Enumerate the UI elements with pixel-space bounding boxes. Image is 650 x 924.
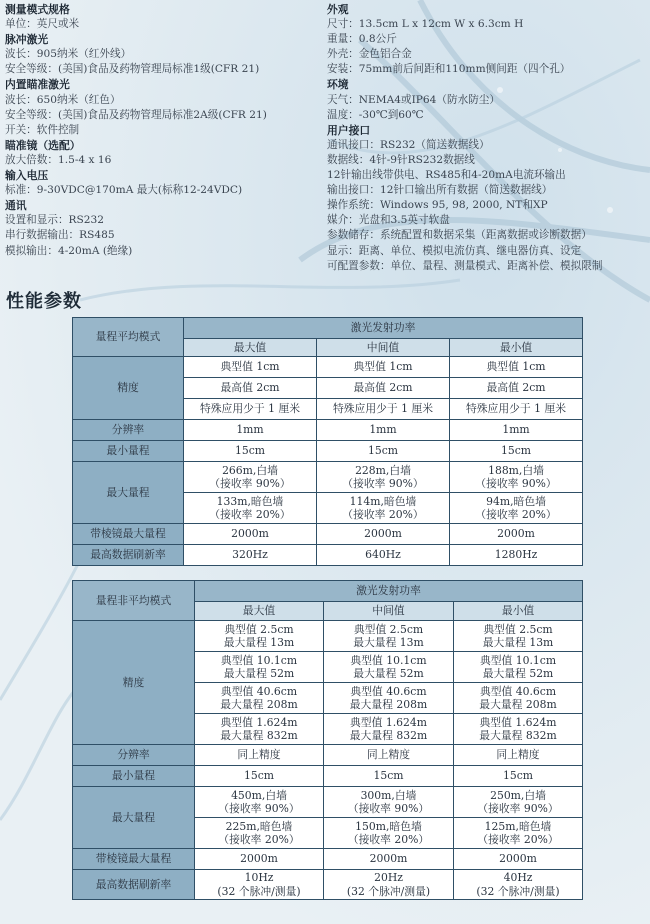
average-mode-table (72, 317, 583, 566)
spec-line: 数据线：4针-9针RS232数据线 (327, 153, 475, 166)
table1-cell: 典型值 1cm (450, 357, 583, 378)
table1-min-range-label: 最小量程 (73, 441, 184, 462)
table1-corner: 量程平均模式 (73, 318, 184, 357)
table2-col-min: 最小值 (454, 602, 583, 621)
table2-cell: 2000m (195, 849, 324, 870)
table1-cell: 114m,暗色墙 （接收率 20%） (317, 493, 450, 524)
table1-cell: 133m,暗色墙 （接收率 20%） (184, 493, 317, 524)
table2-col-mid: 中间值 (324, 602, 454, 621)
table2-cell: 40Hz (32 个脉冲/测量) (454, 870, 583, 900)
spec-line: 重量：0.8公斤 (327, 33, 397, 46)
spec-section-title: 通讯 (5, 199, 27, 213)
table1-cell: 94m,暗色墙 （接收率 20%） (450, 493, 583, 524)
table1-cell: 266m,白墙 （接收率 90%） (184, 462, 317, 493)
spec-section-title: 脉冲激光 (5, 33, 49, 47)
table1-cell: 640Hz (317, 545, 450, 566)
spec-line: 显示：距离、单位、模拟电流仿真、继电器仿真、设定 (327, 244, 582, 257)
table2-cell: 15cm (195, 766, 324, 787)
table2-cell: 典型值 40.6cm 最大量程 208m (195, 683, 324, 714)
spec-line: 媒介：光盘和3.5英寸软盘 (327, 214, 450, 227)
spec-line: 12针输出线带供电、RS485和4-20mA电流环输出 (327, 169, 566, 182)
spec-line: 操作系统：Windows 95, 98, 2000, NT和XP (327, 199, 548, 212)
table1-col-max: 最大值 (184, 339, 317, 357)
table2-cell: 2000m (454, 849, 583, 870)
spec-section-title: 瞄准镜（选配） (5, 138, 81, 152)
table1-cell: 典型值 1cm (184, 357, 317, 378)
table1-cell: 188m,白墙 （接收率 90%） (450, 462, 583, 493)
spec-line: 设置和显示：RS232 (5, 214, 105, 227)
table1-cell: 15cm (317, 441, 450, 462)
table2-cell: 10Hz (32 个脉冲/测量) (195, 870, 324, 900)
table1-cell: 最高值 2cm (317, 378, 450, 399)
table2-cell: 典型值 10.1cm 最大量程 52m (195, 652, 324, 683)
spec-line: 输出接口：12针口输出所有数据（简送数据线） (327, 184, 553, 197)
table2-max-range-label: 最大量程 (73, 787, 195, 849)
table2-cell: 2000m (324, 849, 454, 870)
table2-cell: 典型值 2.5cm 最大量程 13m (454, 621, 583, 652)
table2-cell: 典型值 40.6cm 最大量程 208m (324, 683, 454, 714)
spec-line: 参数储存：系统配置和数据采集（距离数据或诊断数据） (327, 229, 592, 242)
spec-section-title: 用户接口 (327, 123, 371, 137)
spec-line: 安全等级：(美国)食品及药物管理局标准2A级(CFR 21) (5, 108, 267, 121)
table2-cell: 典型值 1.624m 最大量程 832m (195, 714, 324, 745)
table1-col-min: 最小值 (450, 339, 583, 357)
table1-cell: 228m,白墙 （接收率 90%） (317, 462, 450, 493)
table2-cell: 125m,暗色墙 （接收率 20%） (454, 818, 583, 849)
table1-prism-label: 带棱镜最大量程 (73, 524, 184, 545)
table1-accuracy-label: 精度 (73, 357, 184, 420)
table1-cell: 特殊应用少于 1 厘米 (184, 399, 317, 420)
table2-cell: 典型值 2.5cm 最大量程 13m (324, 621, 454, 652)
spec-line: 外壳：金色铝合金 (327, 48, 412, 61)
table2-cell: 典型值 40.6cm 最大量程 208m (454, 683, 583, 714)
table2-cell: 150m,暗色墙 （接收率 20%） (324, 818, 454, 849)
spec-line: 波长：905纳米（红外线） (5, 48, 132, 61)
spec-section-title: 内置瞄准激光 (5, 78, 70, 92)
table2-cell: 同上精度 (195, 745, 324, 766)
spec-line: 标准：9-30VDC@170mA 最大(标称12-24VDC) (5, 184, 243, 197)
table1-cell: 1mm (450, 420, 583, 441)
table2-col-max: 最大值 (195, 602, 324, 621)
table2-group-header: 激光发射功率 (195, 581, 583, 602)
table1-cell: 320Hz (184, 545, 317, 566)
table2-cell: 同上精度 (454, 745, 583, 766)
table2-cell: 典型值 2.5cm 最大量程 13m (195, 621, 324, 652)
table1-cell: 特殊应用少于 1 厘米 (450, 399, 583, 420)
spec-line: 天气：NEMA4或IP64（防水防尘） (327, 93, 500, 106)
table1-cell: 2000m (184, 524, 317, 545)
table1-group-header: 激光发射功率 (184, 318, 583, 339)
specs-left-column (5, 2, 321, 259)
table1-cell: 典型值 1cm (317, 357, 450, 378)
spec-line: 串行数据输出：RS485 (5, 229, 115, 242)
table1-cell: 最高值 2cm (184, 378, 317, 399)
table2-cell: 250m,白墙 （接收率 90%） (454, 787, 583, 818)
spec-line: 开关：软件控制 (5, 123, 80, 136)
table2-cell: 典型值 10.1cm 最大量程 52m (454, 652, 583, 683)
table2-cell: 典型值 1.624m 最大量程 832m (454, 714, 583, 745)
performance-title: 性能参数 (6, 291, 82, 312)
spec-line: 温度：-30℃到60℃ (327, 108, 424, 121)
non-average-mode-table (72, 580, 583, 900)
spec-section-title: 外观 (327, 3, 349, 16)
table1-cell: 2000m (317, 524, 450, 545)
spec-line: 单位：英尺或米 (5, 18, 80, 31)
spec-line: 波长：650纳米（红色） (5, 93, 121, 106)
table2-cell: 典型值 1.624m 最大量程 832m (324, 714, 454, 745)
table1-col-mid: 中间值 (317, 339, 450, 357)
table2-min-range-label: 最小量程 (73, 766, 195, 787)
spec-line: 可配置参数：单位、量程、测量模式、距离补偿、模拟限制 (327, 259, 603, 272)
table2-prism-label: 带棱镜最大量程 (73, 849, 195, 870)
specs-right-column (327, 2, 647, 274)
spec-line: 安全等级：(美国)食品及药物管理局标准1级(CFR 21) (5, 63, 260, 76)
table1-cell: 1280Hz (450, 545, 583, 566)
table2-refresh-label: 最高数据刷新率 (73, 870, 195, 900)
table2-cell: 225m,暗色墙 （接收率 20%） (195, 818, 324, 849)
table2-cell: 同上精度 (324, 745, 454, 766)
table1-cell: 1mm (184, 420, 317, 441)
spec-line: 安装：75mm前后间距和110mm侧间距（四个孔） (327, 63, 571, 76)
table2-cell: 450m,白墙 （接收率 90%） (195, 787, 324, 818)
table1-refresh-label: 最高数据刷新率 (73, 545, 184, 566)
table2-accuracy-label: 精度 (73, 621, 195, 745)
table1-cell: 特殊应用少于 1 厘米 (317, 399, 450, 420)
table1-cell: 15cm (184, 441, 317, 462)
spec-section-title: 测量模式规格 (5, 3, 70, 16)
table1-cell: 最高值 2cm (450, 378, 583, 399)
spec-section-title: 环境 (327, 78, 349, 92)
table2-cell: 15cm (454, 766, 583, 787)
spec-line: 尺寸：13.5cm L x 12cm W x 6.3cm H (327, 18, 524, 31)
table2-cell: 20Hz (32 个脉冲/测量) (324, 870, 454, 900)
spec-line: 通讯接口：RS232（简送数据线） (327, 138, 490, 151)
table2-cell: 15cm (324, 766, 454, 787)
table2-cell: 典型值 10.1cm 最大量程 52m (324, 652, 454, 683)
table1-max-range-label: 最大量程 (73, 462, 184, 524)
table1-cell: 1mm (317, 420, 450, 441)
table1-resolution-label: 分辨率 (73, 420, 184, 441)
table2-cell: 300m,白墙 （接收率 90%） (324, 787, 454, 818)
table1-cell: 2000m (450, 524, 583, 545)
table1-cell: 15cm (450, 441, 583, 462)
spec-line: 放大倍数：1.5-4 x 16 (5, 153, 112, 166)
table2-resolution-label: 分辨率 (73, 745, 195, 766)
table2-corner: 量程非平均模式 (73, 581, 195, 621)
spec-line: 模拟输出：4-20mA (绝缘) (5, 244, 133, 257)
spec-section-title: 输入电压 (5, 169, 49, 183)
